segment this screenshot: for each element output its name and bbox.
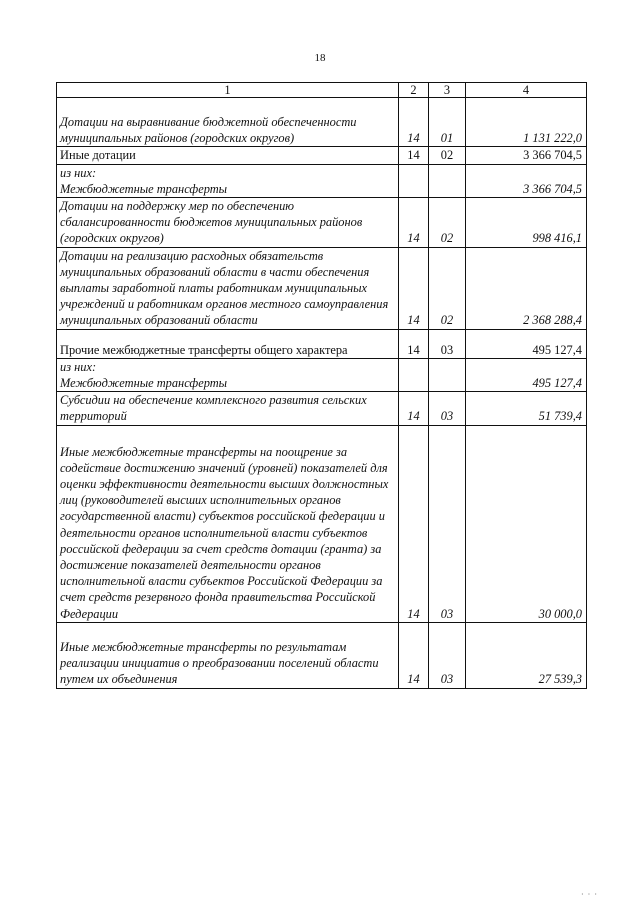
row-amount: 51 739,4 — [466, 392, 587, 425]
table-row — [57, 329, 587, 358]
budget-table — [56, 82, 587, 689]
row-code-2: 14 — [399, 98, 429, 147]
table-header-row — [57, 83, 587, 98]
row-name: Дотации на реализацию расходных обязательств муниципальных образований области в части обеспечения выплаты заработной платы работникам муниципальных учреждений и работникам органов местного самоуправления муниципальных образований области — [57, 247, 399, 329]
row-amount: 27 539,3 — [466, 622, 587, 688]
row-code-2: 14 — [399, 247, 429, 329]
row-amount: 1 131 222,0 — [466, 98, 587, 147]
column-header-1: 1 — [57, 83, 399, 98]
table-row — [57, 98, 587, 147]
row-name: Дотации на выравнивание бюджетной обеспеченности муниципальных районов (городских округов) — [57, 98, 399, 147]
row-code-3 — [429, 358, 466, 391]
row-name: Иные межбюджетные трансферты на поощрение за содействие достижению значений (уровней) показателей для оценки эффективности деятельности высших должностных лиц (руководителей высших исполнительных органов государственной власти) субъектов российской федерации и деятельности органов исполнительной власти субъектов российской федерации за счет средств дотации (гранта) за достижение показателей деятельности органов исполнительной власти субъектов Российской Федерации за счет средств резервного фонда правительства Российской Федерации — [57, 425, 399, 622]
row-code-2: 14 — [399, 198, 429, 248]
row-code-2: 14 — [399, 425, 429, 622]
column-header-4: 4 — [466, 83, 587, 98]
column-header-2: 2 — [399, 83, 429, 98]
table-row — [57, 198, 587, 248]
row-code-2 — [399, 358, 429, 391]
row-code-2: 14 — [399, 329, 429, 358]
row-amount: 3 366 704,5 — [466, 147, 587, 164]
row-amount: 2 368 288,4 — [466, 247, 587, 329]
table-row — [57, 147, 587, 164]
scan-artifact-mark: · · · — [581, 890, 598, 899]
column-header-3: 3 — [429, 83, 466, 98]
row-code-3 — [429, 164, 466, 197]
row-code-3: 02 — [429, 247, 466, 329]
table-row — [57, 622, 587, 688]
row-amount: 998 416,1 — [466, 198, 587, 248]
row-code-2: 14 — [399, 622, 429, 688]
row-name: Субсидии на обеспечение комплексного развития сельских территорий — [57, 392, 399, 425]
row-code-3: 02 — [429, 198, 466, 248]
row-code-3: 03 — [429, 425, 466, 622]
table-row — [57, 392, 587, 425]
row-code-3: 03 — [429, 392, 466, 425]
row-name: из них: Межбюджетные трансферты — [57, 358, 399, 391]
row-name: Прочие межбюджетные трансферты общего характера — [57, 329, 399, 358]
table-row — [57, 247, 587, 329]
row-name: Дотации на поддержку мер по обеспечению сбалансированности бюджетов муниципальных районов (городских округов) — [57, 198, 399, 248]
row-amount: 495 127,4 — [466, 358, 587, 391]
row-amount: 495 127,4 — [466, 329, 587, 358]
table-row — [57, 164, 587, 197]
row-code-3: 02 — [429, 147, 466, 164]
row-name: Иные дотации — [57, 147, 399, 164]
row-code-3: 03 — [429, 329, 466, 358]
row-code-2 — [399, 164, 429, 197]
row-code-2: 14 — [399, 392, 429, 425]
page-number: 18 — [314, 52, 326, 64]
row-amount: 3 366 704,5 — [466, 164, 587, 197]
row-code-3: 03 — [429, 622, 466, 688]
row-name: Иные межбюджетные трансферты по результатам реализации инициатив о преобразовании поселений области путем их объединения — [57, 622, 399, 688]
row-amount: 30 000,0 — [466, 425, 587, 622]
row-code-2: 14 — [399, 147, 429, 164]
table-row — [57, 425, 587, 622]
table-row — [57, 358, 587, 391]
row-name: из них: Межбюджетные трансферты — [57, 164, 399, 197]
row-code-3: 01 — [429, 98, 466, 147]
